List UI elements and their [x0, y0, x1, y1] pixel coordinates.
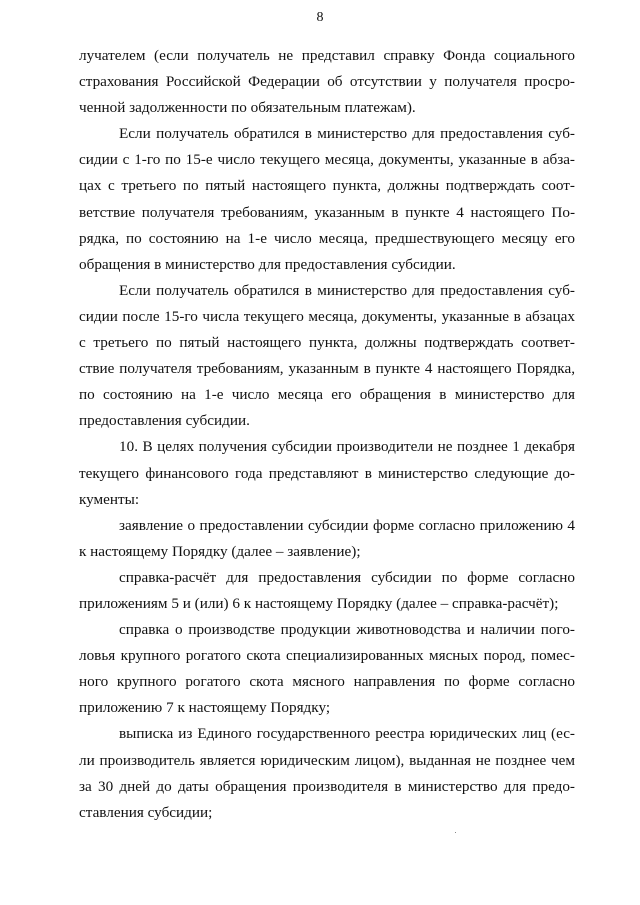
text-line: с третьего по пятый настоящего пункта, должны подтверждать соответ-	[79, 334, 575, 352]
document-body	[79, 43, 575, 826]
paragraph-4	[79, 434, 575, 512]
text-line: справка о производстве продукции животноводства и наличии пого-	[119, 621, 575, 639]
text-line: страхования Российской Федерации об отсутствии у получателя просро-	[79, 73, 575, 91]
text-line: ного крупного рогатого скота мясного направления по форме согласно	[79, 673, 575, 691]
text-line: предоставления субсидии.	[79, 412, 250, 430]
text-line: ветствие получателя требованиям, указанным в пункте 4 настоящего По-	[79, 203, 575, 221]
text-line: кументы:	[79, 490, 140, 508]
paragraph-7	[79, 617, 575, 721]
text-line: приложению 7 к настоящему Порядку;	[79, 699, 331, 717]
text-line: ствие получателя требованиям, указанным в пункте 4 настоящего Порядка,	[79, 360, 575, 378]
text-line: ченной задолженности по обязательным платежам).	[79, 99, 416, 117]
text-line: справка-расчёт для предоставления субсидии по форме согласно	[119, 568, 575, 586]
text-line: ли производитель является юридическим лицом), выданная не позднее чем	[79, 751, 575, 769]
text-line: Если получатель обратился в министерство для предоставления суб-	[119, 125, 575, 143]
paragraph-1	[79, 43, 575, 121]
paragraph-8	[79, 721, 575, 825]
text-line: за 30 дней до даты обращения производителя в министерство для предо-	[79, 777, 575, 795]
text-line: ставления субсидии;	[79, 803, 213, 821]
scan-speck	[455, 832, 456, 833]
text-line: обращения в министерство для предоставления субсидии.	[79, 255, 456, 273]
text-line: лучателем (если получатель не представил справку Фонда социального	[79, 47, 575, 64]
text-line: по состоянию на 1-е число месяца его обращения в министерство для	[79, 386, 575, 404]
paragraph-2	[79, 121, 575, 278]
text-line: рядка, по состоянию на 1-е число месяца, предшествующего месяцу его	[79, 229, 575, 247]
text-line: к настоящему Порядку (далее – заявление);	[79, 542, 361, 560]
paragraph-5	[79, 513, 575, 565]
text-line: 10. В целях получения субсидии производители не позднее 1 декабря	[119, 438, 575, 456]
text-line: цах с третьего по пятый настоящего пункта, должны подтверждать соот-	[79, 177, 575, 195]
paragraph-3	[79, 278, 575, 435]
text-line: выписка из Единого государственного реестра юридических лиц (ес-	[119, 725, 575, 743]
text-line: сидии после 15-го числа текущего месяца, документы, указанные в абзацах	[79, 307, 575, 325]
text-line: ловья крупного рогатого скота специализированных мясных пород, помес-	[79, 647, 575, 665]
text-line: приложениям 5 и (или) 6 к настоящему Порядку (далее – справка-расчёт);	[79, 594, 559, 612]
text-line: заявление о предоставлении субсидии форме согласно приложению 4	[119, 516, 575, 534]
text-line: текущего финансового года представляют в министерство следующие до-	[79, 464, 575, 482]
text-line: сидии с 1-го по 15-е число текущего месяца, документы, указанные в абза-	[79, 151, 575, 169]
page-number: 8	[316, 10, 324, 25]
paragraph-6	[79, 565, 575, 617]
text-line: Если получатель обратился в министерство для предоставления суб-	[119, 281, 575, 299]
